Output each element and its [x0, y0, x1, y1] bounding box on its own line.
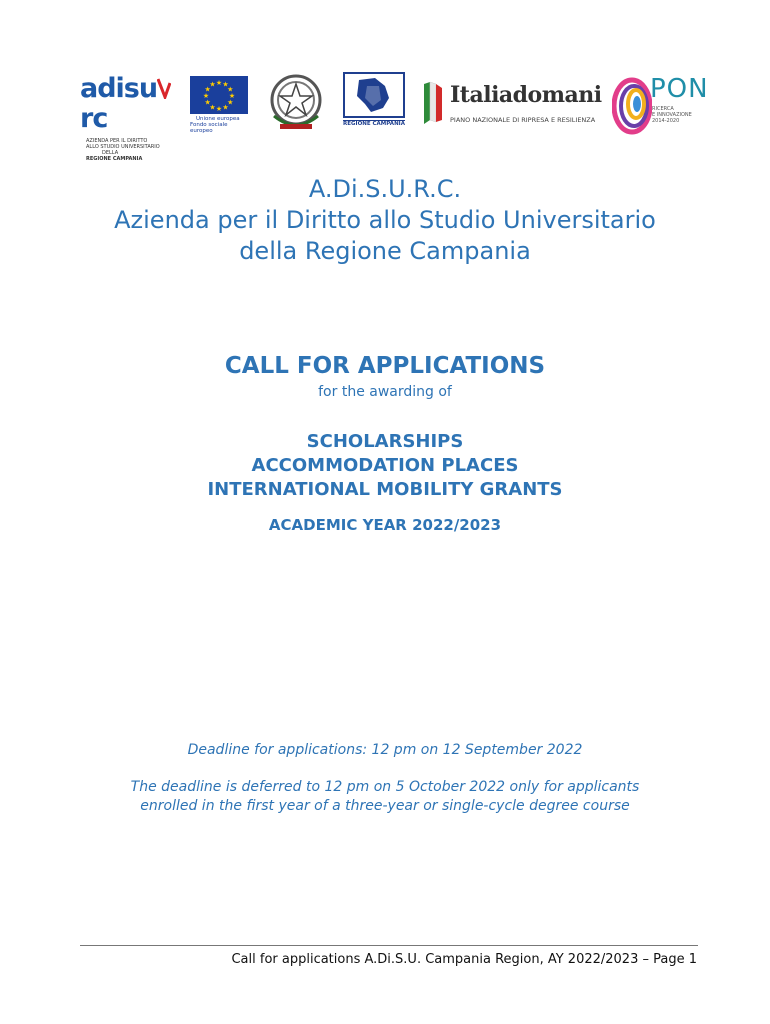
svg-text:★: ★ [209, 80, 216, 89]
svg-text:★: ★ [209, 103, 216, 112]
regione-campania-logo [343, 72, 405, 128]
academic-year: ACADEMIC YEAR 2022/2023 [268, 516, 502, 534]
italy-flag-icon [418, 80, 448, 126]
svg-text:★: ★ [227, 98, 234, 107]
regione-campania-caption: REGIONE CAMPANIA [343, 121, 405, 127]
document-subtitle: for the awarding of [318, 384, 452, 400]
grant-scholarships: SCHOLARSHIPS [306, 431, 464, 452]
svg-text:★: ★ [227, 85, 234, 94]
pon-subtitle: RICERCA E INNOVAZIONE 2014-2020 [652, 106, 692, 124]
adisurc-logo-word: adisu [80, 73, 158, 104]
logo-bar [0, 66, 770, 162]
campania-map-icon [343, 72, 405, 118]
pon-word: PON [650, 74, 709, 104]
grants-list [0, 430, 770, 502]
adisurc-logo-suffix: rc [80, 103, 108, 134]
deadline-main: Deadline for applications: 12 pm on 12 September 2022 [187, 742, 583, 758]
svg-text:★: ★ [215, 79, 223, 87]
adisurc-logo-subtitle: AZIENDA PER IL DIRITTO ALLO STUDIO UNIVERSITARIO DELLA REGIONE CAMPANIA [86, 138, 160, 162]
pon-swirl-icon [612, 76, 652, 136]
italiadomani-logo [418, 80, 602, 130]
institution-name-line1: Azienda per il Diritto allo Studio Universitario [114, 206, 656, 234]
document-title: CALL FOR APPLICATIONS [224, 353, 546, 379]
pon-logo [612, 72, 709, 138]
svg-text:★: ★ [204, 98, 211, 107]
grant-accommodation: ACCOMMODATION PLACES [251, 455, 519, 476]
svg-text:★: ★ [222, 103, 229, 112]
deadline-deferred-line1: The deadline is deferred to 12 pm on 5 October 2022 only for applicants [130, 779, 640, 795]
adisurc-slash-icon [157, 76, 171, 96]
footer-divider [80, 945, 698, 946]
institution-acronym: A.Di.S.U.R.C. [308, 175, 462, 203]
eu-flag-icon [190, 76, 248, 114]
svg-text:★: ★ [204, 85, 211, 94]
emblem-of-italy-icon [268, 70, 324, 136]
svg-text:★: ★ [228, 92, 236, 100]
page-footer: Call for applications A.Di.S.U. Campania Region, AY 2022/2023 – Page 1 [231, 952, 697, 967]
eu-caption: Unione europea Fondo sociale europeo [190, 116, 240, 134]
svg-text:★: ★ [222, 80, 229, 89]
deadline-deferred-line2: enrolled in the first year of a three-year or single-cycle degree course [140, 798, 630, 814]
italiadomani-word: Italiadomani [450, 82, 602, 108]
deadline-deferred [0, 778, 770, 816]
eu-logo [190, 76, 250, 134]
adisurc-logo [80, 73, 176, 162]
institution-name-line2: della Regione Campania [239, 237, 531, 265]
svg-text:★: ★ [215, 105, 223, 113]
grant-mobility: INTERNATIONAL MOBILITY GRANTS [207, 479, 563, 500]
institution-header [0, 174, 770, 267]
svg-text:★: ★ [202, 92, 210, 100]
italiadomani-subtitle: PIANO NAZIONALE DI RIPRESA E RESILIENZA [450, 116, 596, 124]
